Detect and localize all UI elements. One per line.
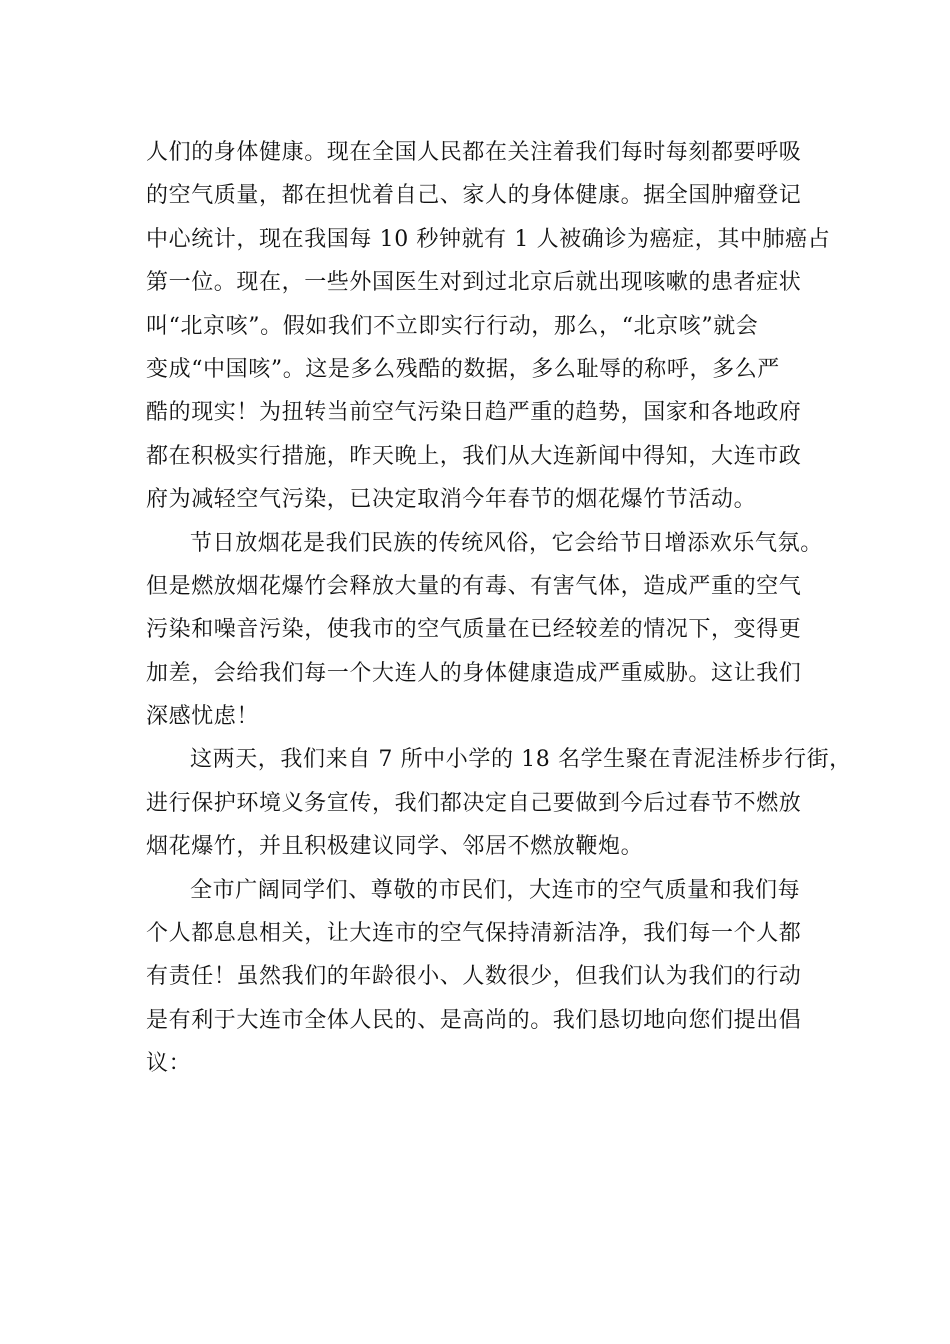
text-line: 第一位。现在，一些外国医生对到过北京后就出现咳嗽的患者症状	[146, 270, 802, 296]
text-line: 深感忧虑！	[146, 704, 260, 730]
text-line: 进行保护环境义务宣传，我们都决定自己要做到今后过春节不燃放	[146, 790, 802, 816]
text-line: 议：	[146, 1051, 192, 1077]
text-line: 是有利于大连市全体人民的、是高尚的。我们恳切地向您们提出倡	[146, 1007, 802, 1033]
text-line: 都在积极实行措施，昨天晚上，我们从大连新闻中得知，大连市政	[146, 443, 802, 469]
text-line: 中心统计，现在我国每 10 秒钟就有 1 人被确诊为癌症，其中肺癌占	[146, 226, 831, 252]
text-line: 酷的现实！为扭转当前空气污染日趋严重的趋势，国家和各地政府	[146, 400, 802, 426]
text-line: 污染和噪音污染，使我市的空气质量在已经较差的情况下，变得更	[146, 617, 802, 643]
text-line: 人们的身体健康。现在全国人民都在关注着我们每时每刻都要呼吸	[146, 140, 802, 165]
text-line: 叫“北京咳”。假如我们不立即实行行动，那么，“北京咳”就会	[146, 313, 759, 339]
text-line: 全市广阔同学们、尊敬的市民们，大连市的空气质量和我们每	[190, 877, 801, 903]
text-line: 有责任！虽然我们的年龄很小、人数很少，但我们认为我们的行动	[146, 964, 802, 990]
text-line: 但是燃放烟花爆竹会释放大量的有毒、有害气体，造成严重的空气	[146, 573, 802, 599]
text-line: 府为减轻空气污染，已决定取消今年春节的烟花爆竹节活动。	[146, 487, 757, 513]
text-line: 这两天，我们来自 7 所中小学的 18 名学生聚在青泥洼桥步行街，	[190, 747, 852, 773]
text-line: 变成“中国咳”。这是多么残酷的数据，多么耻辱的称呼，多么严	[146, 356, 780, 382]
body-text	[146, 131, 852, 1086]
text-line: 节日放烟花是我们民族的传统风俗，它会给节日增添欢乐气氛。	[190, 530, 823, 556]
text-line: 烟花爆竹，并且积极建议同学、邻居不燃放鞭炮。	[146, 834, 644, 860]
text-line: 的空气质量，都在担忧着自己、家人的身体健康。据全国肿瘤登记	[146, 183, 802, 209]
text-line: 加差，会给我们每一个大连人的身体健康造成严重威胁。这让我们	[146, 660, 802, 686]
text-line: 个人都息息相关，让大连市的空气保持清新洁净，我们每一个人都	[146, 921, 802, 947]
